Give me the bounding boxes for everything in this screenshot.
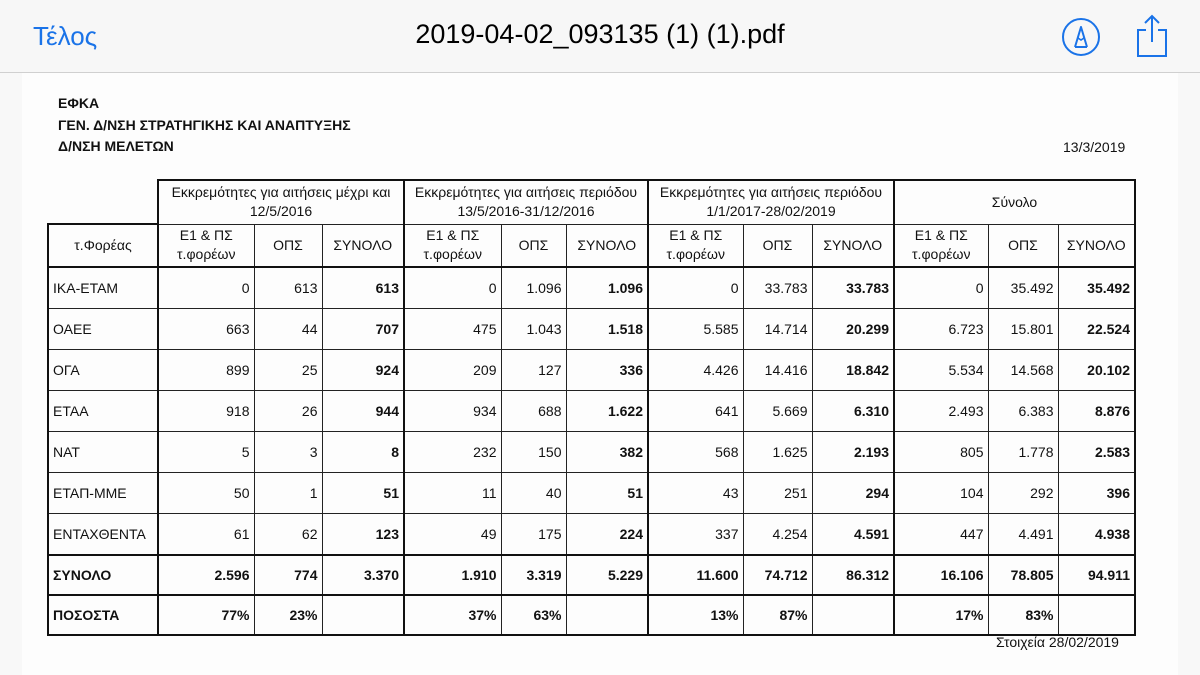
entity-header: τ.Φορέας: [48, 224, 158, 267]
entity-name: ΕΝΤΑΧΘΕΝΤΑ: [48, 514, 158, 556]
table-cell: 568: [648, 432, 743, 473]
table-row: [48, 267, 1135, 309]
table-cell: 62: [254, 514, 322, 556]
toolbar: [0, 0, 1200, 73]
table-cell: 1.778: [988, 432, 1058, 473]
table-cell: 3.319: [501, 555, 566, 595]
table-cell: 61: [158, 514, 254, 556]
table-cell: 78.805: [988, 555, 1058, 595]
table-cell: 2.583: [1058, 432, 1135, 473]
column-header: Ε1 & ΠΣ τ.φορέων: [648, 224, 743, 267]
table-cell: 74.712: [743, 555, 812, 595]
table-cell: 707: [322, 309, 404, 350]
share-icon[interactable]: [1134, 12, 1170, 60]
table-cell: [1058, 595, 1135, 635]
table-cell: 1: [254, 473, 322, 514]
table-cell: 44: [254, 309, 322, 350]
table-cell: 0: [648, 267, 743, 309]
document-title: 2019-04-02_093135 (1) (1).pdf: [415, 19, 785, 49]
table-cell: 641: [648, 391, 743, 432]
column-header: Ε1 & ΠΣ τ.φορέων: [894, 224, 988, 267]
table-cell: 16.106: [894, 555, 988, 595]
table-cell: 1.625: [743, 432, 812, 473]
table-cell: 8: [322, 432, 404, 473]
table-row: [48, 350, 1135, 391]
table-cell: 94.911: [1058, 555, 1135, 595]
table-cell: 5.229: [566, 555, 648, 595]
table-cell: 35.492: [1058, 267, 1135, 309]
percent-row: [48, 595, 1135, 635]
org-name: ΕΦΚΑ: [58, 95, 100, 111]
table-cell: 337: [648, 514, 743, 556]
table-cell: 14.416: [743, 350, 812, 391]
table-cell: 37%: [404, 595, 501, 635]
table-cell: 11.600: [648, 555, 743, 595]
table-cell: 805: [894, 432, 988, 473]
table-row: [48, 473, 1135, 514]
table-cell: 50: [158, 473, 254, 514]
table-row: [48, 309, 1135, 350]
table-cell: 663: [158, 309, 254, 350]
column-header: Ε1 & ΠΣ τ.φορέων: [158, 224, 254, 267]
table-cell: 6.310: [812, 391, 894, 432]
table-cell: 77%: [158, 595, 254, 635]
table-cell: 127: [501, 350, 566, 391]
directorate-general: ΓΕΝ. Δ/ΝΣΗ ΣΤΡΑΤΗΓΙΚΗΣ ΚΑΙ ΑΝΑΠΤΥΞΗΣ: [58, 117, 351, 133]
entity-name: ΟΑΕΕ: [48, 309, 158, 350]
table-cell: 5.585: [648, 309, 743, 350]
table-cell: 1.622: [566, 391, 648, 432]
table-cell: 232: [404, 432, 501, 473]
table-row: [48, 432, 1135, 473]
table-cell: 5.669: [743, 391, 812, 432]
table-cell: 5.534: [894, 350, 988, 391]
entity-name: ΝΑΤ: [48, 432, 158, 473]
table-cell: 447: [894, 514, 988, 556]
table-cell: 1.096: [501, 267, 566, 309]
table-cell: 2.193: [812, 432, 894, 473]
markup-pen-icon[interactable]: [1060, 16, 1102, 58]
column-header: Ε1 & ΠΣ τ.φορέων: [404, 224, 501, 267]
table-cell: 63%: [501, 595, 566, 635]
table-cell: 25: [254, 350, 322, 391]
table-cell: 0: [404, 267, 501, 309]
table-cell: 899: [158, 350, 254, 391]
table-cell: 26: [254, 391, 322, 432]
table-row: [48, 514, 1135, 556]
table-cell: 224: [566, 514, 648, 556]
table-row: [48, 391, 1135, 432]
document-sheet: [22, 73, 1178, 675]
entity-name: ΕΤΑΠ-ΜΜΕ: [48, 473, 158, 514]
table-cell: 20.299: [812, 309, 894, 350]
table-cell: 51: [566, 473, 648, 514]
table-cell: 4.426: [648, 350, 743, 391]
table-cell: 13%: [648, 595, 743, 635]
table-cell: 688: [501, 391, 566, 432]
table-cell: 11: [404, 473, 501, 514]
table-cell: 15.801: [988, 309, 1058, 350]
source-note: Στοιχεία 28/02/2019: [996, 634, 1119, 650]
column-header: ΟΠΣ: [743, 224, 812, 267]
table-cell: 35.492: [988, 267, 1058, 309]
table-cell: 209: [404, 350, 501, 391]
pdf-page[interactable]: [0, 73, 1200, 675]
table-cell: 17%: [894, 595, 988, 635]
table-cell: 774: [254, 555, 322, 595]
table-cell: 4.591: [812, 514, 894, 556]
entity-name: ΕΤΑΑ: [48, 391, 158, 432]
table-cell: 1.096: [566, 267, 648, 309]
table-cell: 150: [501, 432, 566, 473]
table-cell: 3.370: [322, 555, 404, 595]
entity-name: ΟΓΑ: [48, 350, 158, 391]
table-cell: 49: [404, 514, 501, 556]
pending-applications-table: [47, 179, 1136, 636]
column-header: ΟΠΣ: [988, 224, 1058, 267]
column-header: ΣΥΝΟΛΟ: [322, 224, 404, 267]
table-cell: 934: [404, 391, 501, 432]
table-cell: 123: [322, 514, 404, 556]
table-cell: 18.842: [812, 350, 894, 391]
group-header: Εκκρεμότητες για αιτήσεις περιόδου 1/1/2017-28/02/2019: [648, 180, 894, 224]
group-header: Σύνολο: [894, 180, 1135, 224]
table-cell: [566, 595, 648, 635]
table-cell: 1.518: [566, 309, 648, 350]
column-header: ΟΠΣ: [254, 224, 322, 267]
table-cell: 87%: [743, 595, 812, 635]
table-cell: 5: [158, 432, 254, 473]
table-cell: 14.714: [743, 309, 812, 350]
table-cell: 396: [1058, 473, 1135, 514]
table-cell: 20.102: [1058, 350, 1135, 391]
table-cell: [812, 595, 894, 635]
table-cell: 475: [404, 309, 501, 350]
done-button[interactable]: Τέλος: [33, 21, 98, 51]
table-cell: 292: [988, 473, 1058, 514]
table-cell: 2.493: [894, 391, 988, 432]
table-cell: 336: [566, 350, 648, 391]
table-cell: 918: [158, 391, 254, 432]
table-cell: 6.383: [988, 391, 1058, 432]
table-cell: 4.254: [743, 514, 812, 556]
table-cell: 175: [501, 514, 566, 556]
table-cell: 3: [254, 432, 322, 473]
table-cell: 944: [322, 391, 404, 432]
table-cell: 251: [743, 473, 812, 514]
directorate: Δ/ΝΣΗ ΜΕΛΕΤΩΝ: [58, 138, 174, 154]
table-cell: 613: [254, 267, 322, 309]
table-cell: 104: [894, 473, 988, 514]
table-cell: 33.783: [743, 267, 812, 309]
column-header: ΟΠΣ: [501, 224, 566, 267]
column-header: ΣΥΝΟΛΟ: [1058, 224, 1135, 267]
table-cell: 0: [158, 267, 254, 309]
table-cell: 294: [812, 473, 894, 514]
table-cell: 6.723: [894, 309, 988, 350]
table-cell: 23%: [254, 595, 322, 635]
document-date: 13/3/2019: [1063, 139, 1126, 155]
table-cell: 43: [648, 473, 743, 514]
table-cell: 83%: [988, 595, 1058, 635]
table-cell: 14.568: [988, 350, 1058, 391]
entity-name: ΙΚΑ-ΕΤΑΜ: [48, 267, 158, 309]
table-cell: 613: [322, 267, 404, 309]
table-cell: 4.491: [988, 514, 1058, 556]
table-cell: 51: [322, 473, 404, 514]
group-header: Εκκρεμότητες για αιτήσεις περιόδου 13/5/2016-31/12/2016: [404, 180, 648, 224]
entity-name: ΠΟΣΟΣΤΑ: [48, 595, 158, 635]
column-header: ΣΥΝΟΛΟ: [566, 224, 648, 267]
table-cell: 40: [501, 473, 566, 514]
table-cell: 1.910: [404, 555, 501, 595]
table-cell: 4.938: [1058, 514, 1135, 556]
table-cell: 924: [322, 350, 404, 391]
table-cell: 0: [894, 267, 988, 309]
table-cell: 86.312: [812, 555, 894, 595]
group-header: Εκκρεμότητες για αιτήσεις μέχρι και 12/5/2016: [158, 180, 404, 224]
table-cell: [322, 595, 404, 635]
total-row: [48, 555, 1135, 595]
table-cell: 8.876: [1058, 391, 1135, 432]
table-cell: 22.524: [1058, 309, 1135, 350]
table-cell: 382: [566, 432, 648, 473]
entity-name: ΣΥΝΟΛΟ: [48, 555, 158, 595]
table-cell: 33.783: [812, 267, 894, 309]
table-cell: 1.043: [501, 309, 566, 350]
column-header: ΣΥΝΟΛΟ: [812, 224, 894, 267]
table-cell: 2.596: [158, 555, 254, 595]
